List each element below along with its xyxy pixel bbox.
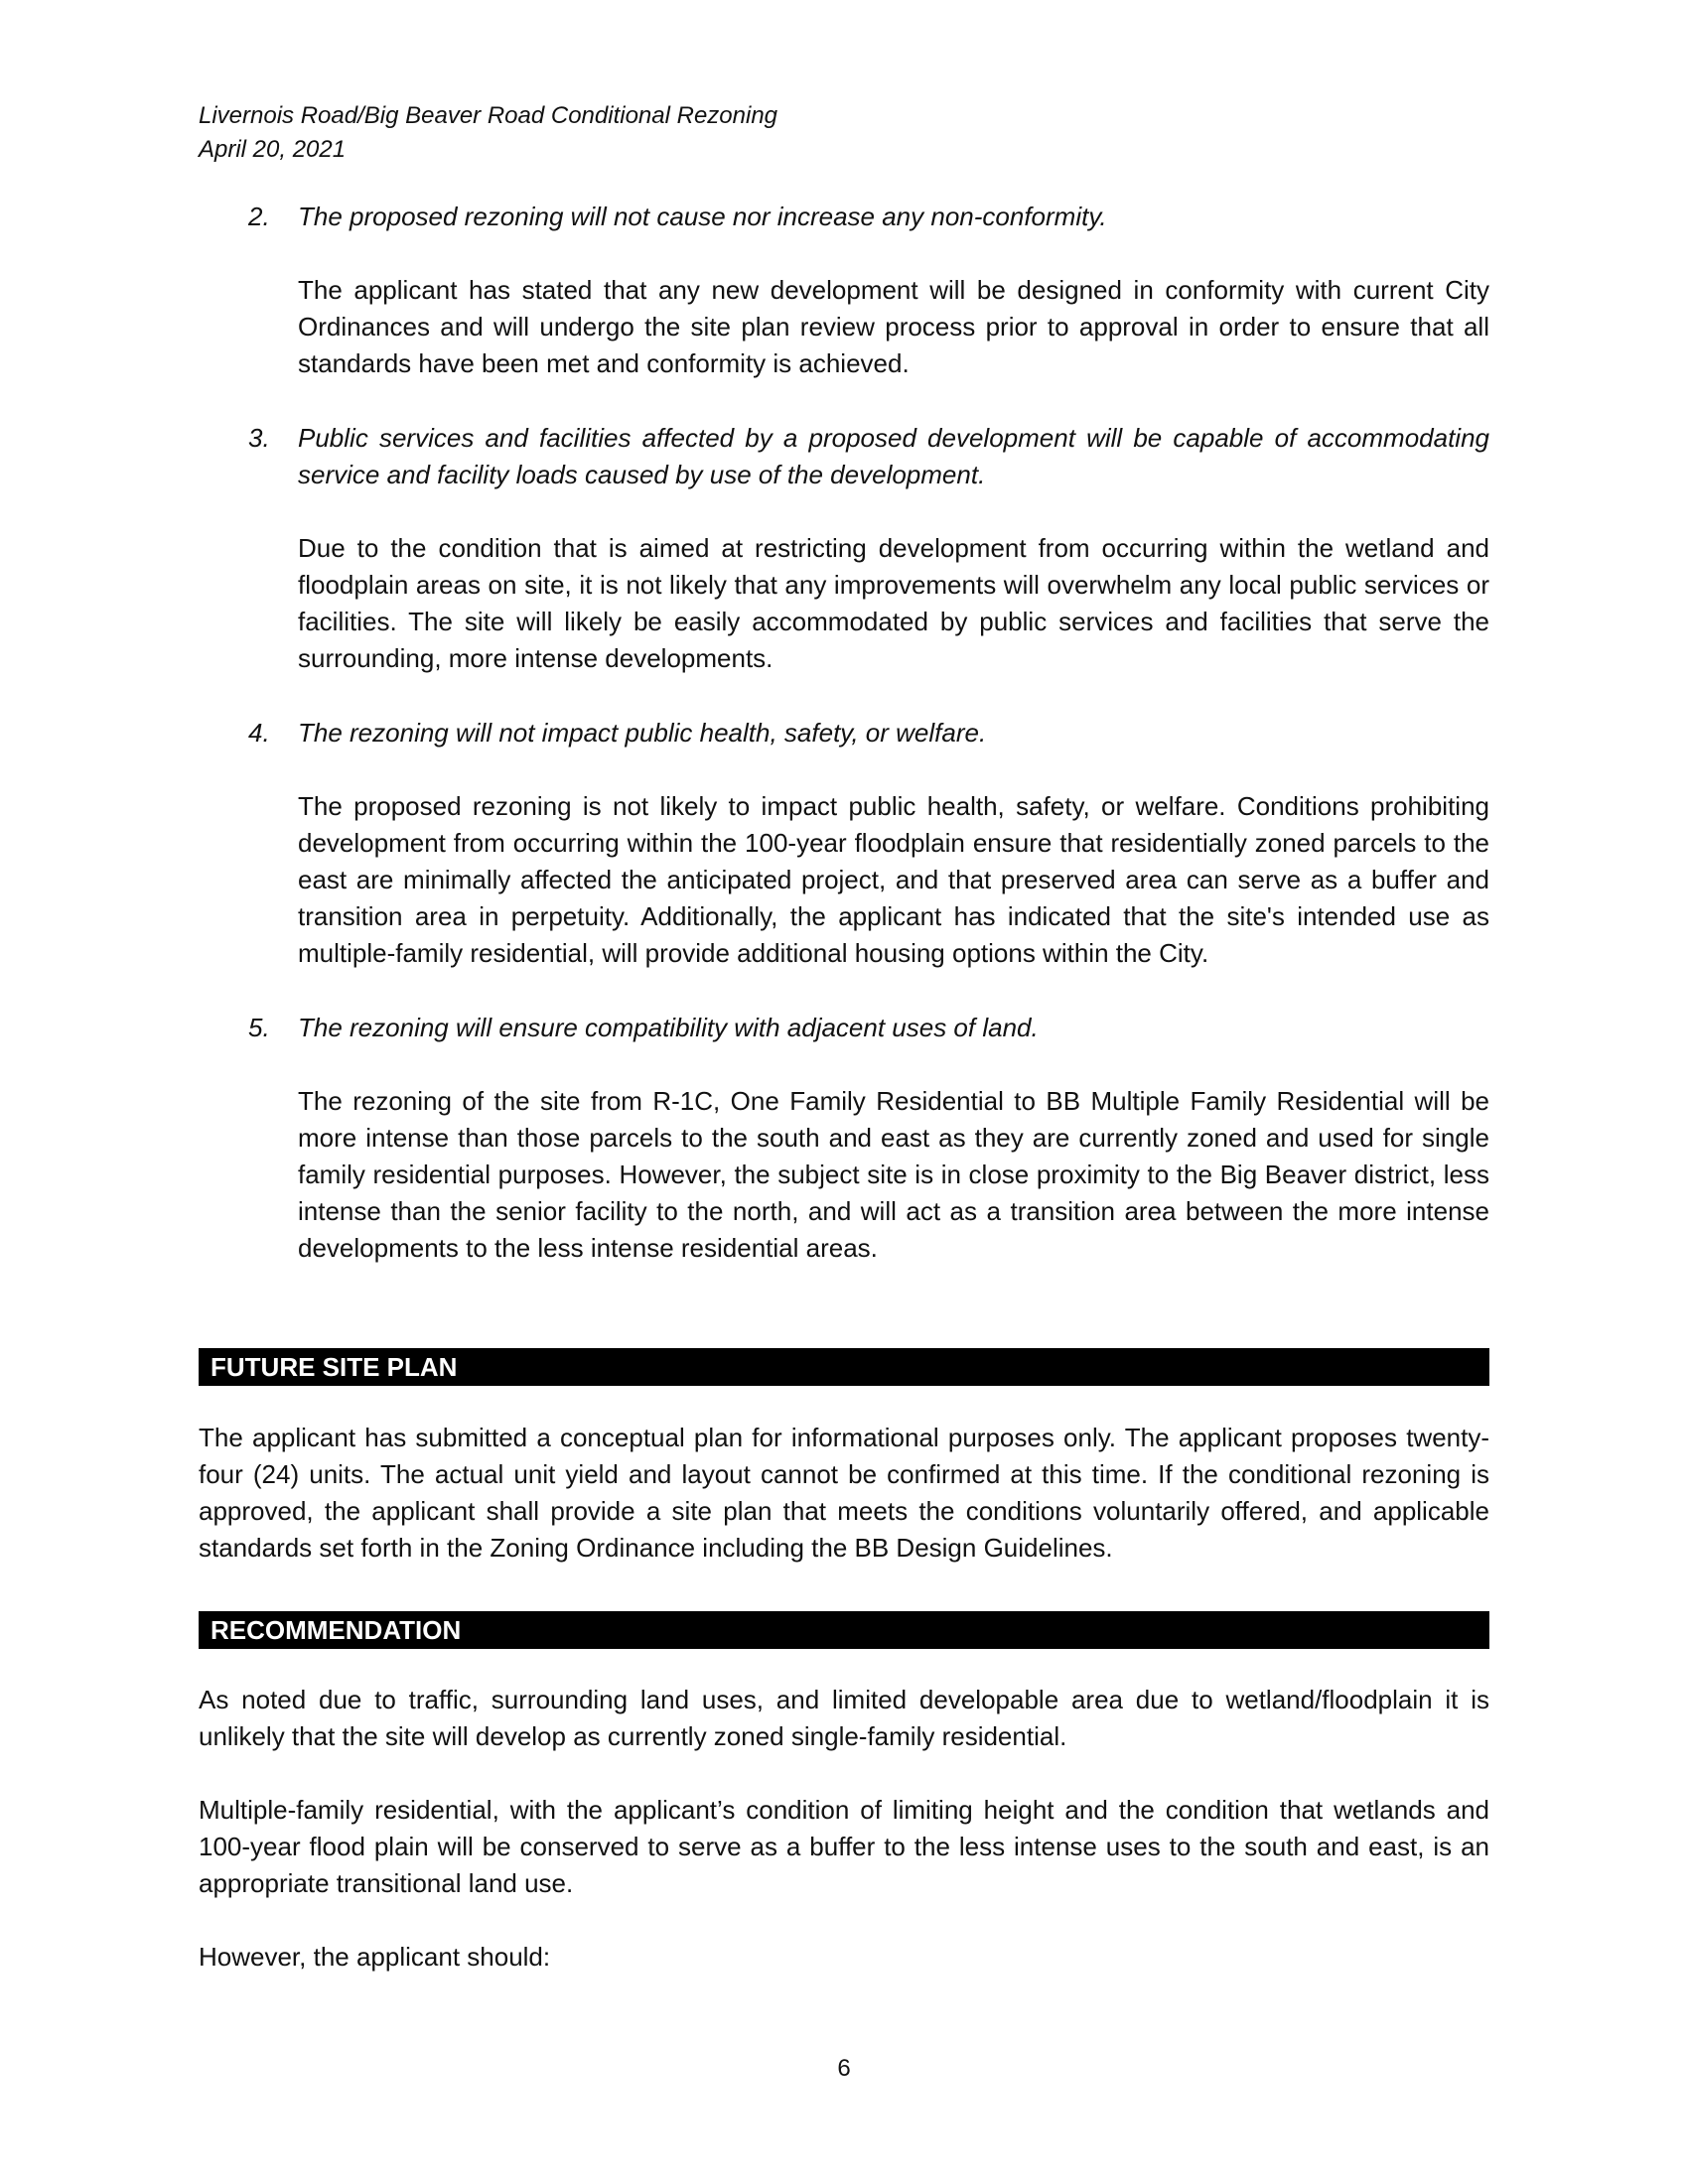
header-date: April 20, 2021 — [199, 136, 347, 163]
criteria-item — [248, 420, 1489, 677]
section-heading-future-site-plan: FUTURE SITE PLAN — [199, 1348, 1489, 1386]
criteria-number: 3. — [248, 423, 270, 453]
criteria-list — [248, 199, 1489, 1304]
criteria-body: The proposed rezoning is not likely to impact public health, safety, or welfare. Conditions prohibiting development from occurring within the 100-year floodplain ensure that residentially zoned parcels to the east are minimally affected the anticipated project, and that preserved area can serve as a buffer and transition area in perpetuity. Additionally, the applicant has indicated that the site's intended use as multiple-family residential, will provide additional housing options within the City. — [298, 791, 1489, 968]
criteria-number: 2. — [248, 202, 270, 231]
criteria-heading — [248, 420, 1489, 493]
criteria-heading-text: Public services and facilities affected by a proposed development will be capable of accommodating service and facility loads caused by use of the development. — [298, 423, 1489, 489]
criteria-heading — [248, 1010, 1489, 1046]
section-heading-recommendation: RECOMMENDATION — [199, 1611, 1489, 1649]
document-header — [199, 99, 777, 167]
page-number: 6 — [837, 2055, 851, 2082]
criteria-body: The applicant has stated that any new development will be designed in conformity with current City Ordinances and will undergo the site plan review process prior to approval in order to ensure that all standards have been met and conformity is achieved. — [298, 275, 1489, 378]
criteria-heading — [248, 715, 1489, 751]
criteria-item — [248, 715, 1489, 972]
criteria-body: Due to the condition that is aimed at restricting development from occurring within the wetland and floodplain areas on site, it is not likely that any improvements will overwhelm any local public services or facilities. The site will likely be easily accommodated by public services and facilities that serve the surrounding, more intense developments. — [298, 533, 1489, 673]
criteria-number: 4. — [248, 718, 270, 748]
recommendation-paragraph-1: As noted due to traffic, surrounding land uses, and limited developable area due to wetland/floodplain it is unlikely that the site will develop as currently zoned single-family residential. — [199, 1685, 1489, 1751]
criteria-number: 5. — [248, 1013, 270, 1042]
criteria-heading-text: The proposed rezoning will not cause nor increase any non-conformity. — [298, 202, 1107, 231]
header-title: Livernois Road/Big Beaver Road Conditional Rezoning — [199, 102, 778, 129]
criteria-heading-text: The rezoning will not impact public health, safety, or welfare. — [298, 718, 987, 748]
recommendation-paragraph-2: Multiple-family residential, with the applicant’s condition of limiting height and the condition that wetlands and 100-year flood plain will be conserved to serve as a buffer to the less intense uses to the south and east, is an appropriate transitional land use. — [199, 1795, 1489, 1898]
criteria-heading — [248, 199, 1489, 235]
recommendation-paragraph-3: However, the applicant should: — [199, 1942, 551, 1972]
criteria-body: The rezoning of the site from R-1C, One Family Residential to BB Multiple Family Residential will be more intense than those parcels to the south and east as they are currently zoned and used for single family residential purposes. However, the subject site is in close proximity to the Big Beaver district, less intense than the senior facility to the north, and will act as a transition area between the more intense developments to the less intense residential areas. — [298, 1086, 1489, 1263]
criteria-item — [248, 199, 1489, 382]
criteria-heading-text: The rezoning will ensure compatibility with adjacent uses of land. — [298, 1013, 1039, 1042]
criteria-item — [248, 1010, 1489, 1267]
future-site-plan-paragraph: The applicant has submitted a conceptual plan for informational purposes only. The applicant proposes twenty-four (24) units. The actual unit yield and layout cannot be confirmed at this time. If the conditional rezoning is approved, the applicant shall provide a site plan that meets the conditions voluntarily offered, and applicable standards set forth in the Zoning Ordinance including the BB Design Guidelines. — [199, 1423, 1489, 1563]
